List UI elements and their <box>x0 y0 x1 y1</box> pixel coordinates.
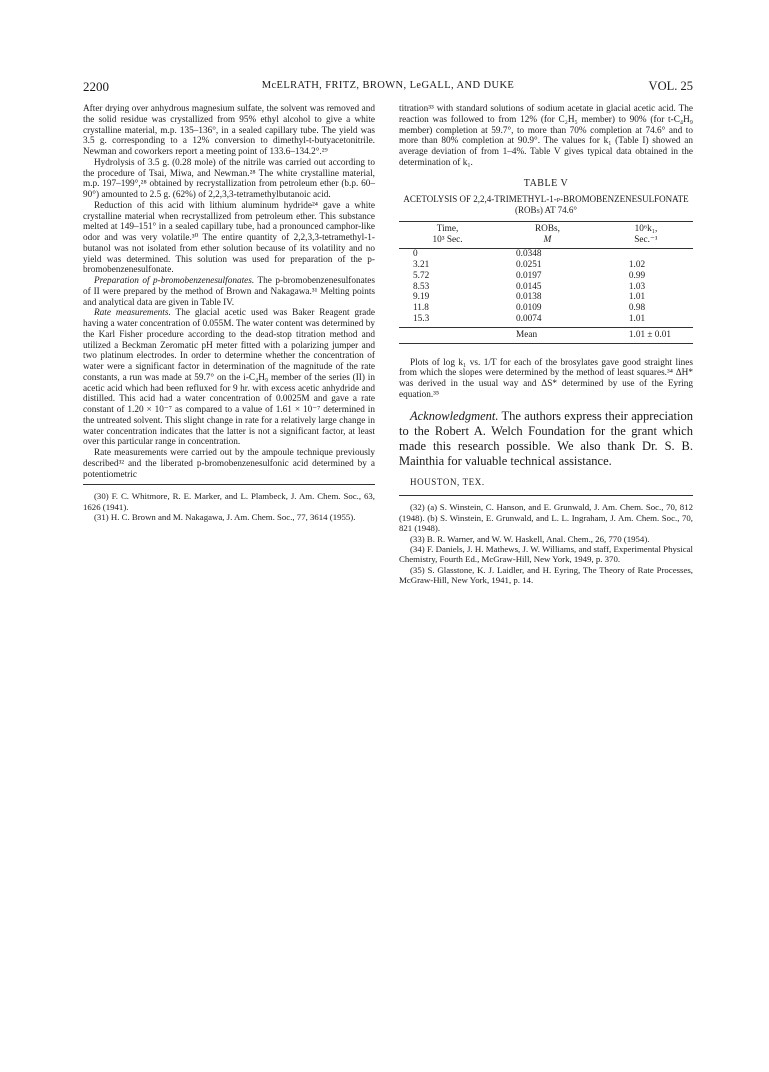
section-heading: Rate measurements. <box>94 308 171 319</box>
table-header-row <box>399 222 693 249</box>
running-authors: McELRATH, FRITZ, BROWN, LeGALL, AND DUKE <box>261 80 515 91</box>
table-row: 5.72 0.0197 0.99 <box>413 270 646 281</box>
paragraph: Hydrolysis of 3.5 g. (0.28 mole) of the nitrile was carried out according to the procedure of Tsai, Miwa, and Newman.²⁸ The white crystalline material, m.p. 197–199°,²⁸ obtained by recrystallization from petroleum ether (b.p. 60–90°) amounted to 2.5 g. (62%) of 2,2,3,3-tetramethylbutanoic acid. <box>83 157 375 200</box>
footnote: (31) H. C. Brown and M. Nakagawa, J. Am. Chem. Soc., 77, 3614 (1955). <box>94 512 356 523</box>
footnote: (30) F. C. Whitmore, R. E. Marker, and L. Plambeck, J. Am. Chem. Soc., 63, 1626 (1941). <box>83 491 375 512</box>
paragraph: Plots of log k₁ vs. 1/T for each of the brosylates gave good straight lines from which the slopes were determined by the method of least squares.³⁴ ΔH* was derived in the usual way and ΔS* determined by use of the Eyring equation.³⁵ <box>399 357 693 400</box>
paragraph <box>83 308 375 448</box>
city-line: HOUSTON, TEX. <box>410 476 485 487</box>
paragraph: Rate measurements were carried out by the ampoule technique previously described³² and the liberated p-bromobenzenesulfonic acid determined by a potentiometric <box>83 448 375 480</box>
paragraph: titration³³ with standard solutions of sodium acetate in glacial acetic acid. The reaction was followed to from 12% (for C₂H₅ member) to 90% (for t-C₄H₉ member) completion at 59.7°, to more than 70% completion at 74.6° and to more than 80% completion at 90.9°. The values for k₁ (Table I) showed an average deviation of from 1–4%. Table V gives typical data obtained in the determination of k₁. <box>399 104 693 168</box>
paragraph: Reduction of this acid with lithium aluminum hydride²⁴ gave a white crystalline material when recrystallized from petroleum ether. This substance melted at 149–151° in a sealed capillary tube, had a pronounced camphor-like odor and was very volatile.³⁰ The entire quantity of 2,2,3,3-tetramethyl-1-butanol was not isolated from ether solution because of its volatility and no yield was determined. This solution was used for preparation of the p-bromobenzenesulfonate. <box>83 200 375 276</box>
table-header-cell: 10⁶k₁, Sec.⁻¹ <box>634 224 658 246</box>
right-column <box>399 104 693 586</box>
table-row: 15.3 0.0074 1.01 <box>413 314 646 325</box>
footnote: (34) F. Daniels, J. H. Mathews, J. W. Williams, and staff, Experimental Physical Chemistry, Fourth Ed., McGraw-Hill, New York, 1949, p. 370. <box>399 544 693 565</box>
paragraph: After drying over anhydrous magnesium sulfate, the solvent was removed and the solid residue was crystallized from 95% ethyl alcohol to give a white crystalline material, m.p. 135–136°, in a sealed capillary tube. The yield was 3.5 g. corresponding to a 12% conversion to dimethyl-t-butyacetonitrile. Newman and coworkers report a meeting point of 133.6–134.2°.²⁹ <box>83 104 375 157</box>
table-row: 0 0.0348 <box>413 249 542 260</box>
footnote-divider <box>83 484 375 485</box>
mean-label: Mean <box>516 329 538 340</box>
table-title: TABLE V <box>523 177 569 189</box>
section-heading: Preparation of p-bromobenzenesulfonates. <box>94 276 255 286</box>
running-header <box>83 79 693 95</box>
acknowledgment <box>399 409 693 469</box>
ack-text: The authors express their appreciation to the Robert A. Welch Foundation for the grant which made this research possible. We also thank Dr. S. B. Mainthia for valuable technical assistance. <box>399 408 693 468</box>
table-row: 11.8 0.0109 0.98 <box>413 303 646 314</box>
table-row: 9.19 0.0138 1.01 <box>413 292 646 303</box>
footnote-divider <box>399 495 693 496</box>
paragraph <box>83 276 375 308</box>
footnote: (33) B. R. Warner, and W. W. Haskell, Anal. Chem., 26, 770 (1954). <box>410 533 650 544</box>
footnotes <box>83 491 375 522</box>
volume-label: VOL. 25 <box>648 79 693 93</box>
table-header-cell: ROBs, M <box>534 224 560 246</box>
mean-value: 1.01 ± 0.01 <box>628 329 671 340</box>
table-row: 8.53 0.0145 1.03 <box>413 281 646 292</box>
table-mean-row <box>399 327 693 343</box>
ack-heading: Acknowledgment. <box>410 408 499 423</box>
table-caption: ACETOLYSIS OF 2,2,4-TRIMETHYL-1-p-BROMOBENZENESULFONATE (ROBs) AT 74.6° <box>403 194 689 216</box>
footnote: (32) (a) S. Winstein, C. Hanson, and E. Grunwald, J. Am. Chem. Soc., 70, 812 (1948). (b) S. Winstein, E. Grunwald, and L. L. Ingraham, J. Am. Chem. Soc., 70, 821 (1948). <box>399 502 693 534</box>
data-table <box>399 221 693 343</box>
table-header-cell: Time, 10³ Sec. <box>432 224 463 246</box>
page-number: 2200 <box>83 79 109 94</box>
paragraph-text: The glacial acetic used was Baker Reagent grade having a water concentration of 0.055M. The water content was determined by the Karl Fisher procedure according to the dead-stop titration method and utilized a Beckman Zeromatic pH meter fitted with a polarizing jumper and two platinum electrodes. In order to determine whether the concentration of water were a significant factor in determination of the magnitude of the rate constants, a run was made at 59.7° on the i-C₄H₉ member of the series (II) in acetic acid which had been refluxed for 9 hr. with excess acetic anhydride and distilled. This acid had a water concentration of 0.0025M and gave a rate constant of 1.20 × 10⁻⁷ as compared to a value of 1.61 × 10⁻⁷ determined in the untreated solvent. This slight change in rate for a relatively large change in water concentration indicates that the latter is not a significant factor, at least over this particular range in concentration. <box>83 308 375 448</box>
table-row: 3.21 0.0251 1.02 <box>413 260 646 271</box>
footnote: (35) S. Glasstone, K. J. Laidler, and H. Eyring, The Theory of Rate Processes, McGraw-Hill, New York, 1941, p. 14. <box>399 564 693 586</box>
left-column <box>83 104 375 522</box>
footnotes <box>399 502 693 585</box>
paragraph-text: The p-bromobenzenesulfonates of II were prepared by the method of Brown and Nakagawa.³¹ Melting points and analytical data are given in Table IV. <box>83 276 375 308</box>
